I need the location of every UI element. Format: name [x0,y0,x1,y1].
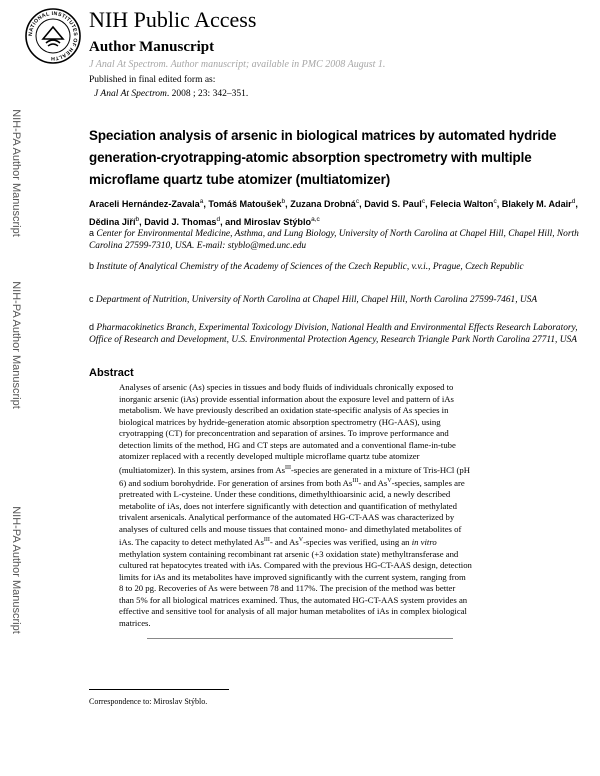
journal-availability-line: J Anal At Spectrom. Author manuscript; available in PMC 2008 August 1. [89,59,386,70]
author: Blakely M. Adair$^d$, [501,198,578,210]
author: Miroslav Stýblo$^{a,c}$ [243,216,320,228]
correspondence-footnote: Correspondence to: Miroslav Stýblo. [89,697,208,706]
affiliation-d: d Pharmacokinetics Branch, Experimental Toxicology Division, National Health and Environmental Effects Research Laboratory, Office of Research and Development, U.S. Environmental Protection Agency, Research Triangle Park North Carolina 27711, USA [89,322,578,345]
abstract-heading: Abstract [89,367,134,379]
affiliation-a: a Center for Environmental Medicine, Asthma, and Lung Biology, University of North Carolina at Chapel Hill, Chapel Hill, North Carolina 27599-7310, USA. E-mail: styblo@med.unc.edu [89,228,579,251]
citation-journal: J Anal At Spectrom [94,89,167,99]
side-label-2: NIH-PA Author Manuscript [10,280,23,409]
author: Felecia Walton$^c$, [430,198,502,210]
author: Dědina Jiří$^b$, [89,216,145,228]
author-manuscript-subtitle: Author Manuscript [89,39,215,55]
author: Tomáš Matoušek$^b$, [208,198,291,210]
footnote-divider [89,689,229,690]
affiliation-b: b Institute of Analytical Chemistry of the Academy of Sciences of the Czech Republic, v.v.i., Prague, Czech Republic [89,261,524,272]
svg-text:NATIONAL INSTITUTES OF HEALTH [28,11,78,61]
affiliation-c: c Department of Nutrition, University of North Carolina at Chapel Hill, Chapel Hill, North Carolina 27599-7461, USA [89,294,538,305]
author: Araceli Hernández-Zavala$^a$, [89,198,209,210]
nih-public-access-title: NIH Public Access [89,7,257,32]
author: David S. Paul$^c$, [364,198,431,210]
side-label-1: NIH-PA Author Manuscript [10,108,23,237]
citation [94,88,248,100]
logo-ring-text: NATIONAL INSTITUTES OF HEALTH [27,10,79,62]
author-list [89,194,589,230]
abstract-divider [147,638,453,639]
abstract-body: Analyses of arsenic (As) species in tissues and body fluids of individuals chronically exposed to inorganic arsenic (iAs) provide essential information about the exposure level and pattern of iAs metabolism. We have previously described an oxidation state-specific analysis of As species in biological matrices by hydride-generation atomic absorption spectrometry (HG-AAS), using cryotrapping (CT) for preconcentration and separation of arsines. To improve performance and detection limits of the method, HG and CT steps are automated and a conventional flame-in-tube atomizer replaced with a recently developed multiple microflame quartz tube atomizer (multiatomizer). In this system, arsines from $As^{III}$-species are generated in a mixture of Tris-HCl (pH 6) and sodium borohydride. For generation of arsines from both $As^{III}-$ and $As^V$-species, samples are pretreated with L-cysteine. Under these conditions, dimethylthioarsinic acid, a newly described metabolite of iAs, does not interfere significantly with detection and quantification of methylated trivalent arsenicals. Analytical performance of the automated HG-CT-AAS was characterized by analyses of cultured cells and mouse tissues that contained mono- and dimethylated metabolites of iAs. The capacity to detect methylated $As^{III}-$ and $As^V$-species was verified, using an in vitro methylation system containing recombinant rat arsenic (+3 oxidation state) methyltransferase and cultured rat hepatocytes treated with iAs. Compared with the previous HG-CT-AAS design, detection limits for iAs and its metabolites have improved significantly with the current system, ranging from 8 to 20 pg. Recoveries of As were between 78 and 117%. The precision of the method was better than 5% for all biological matrices examined. Thus, the automated HG-CT-AAS system provides an effective and sensitive tool for analysis of all major human metabolites of iAs in complex biological matrices. [119,382,472,628]
published-in-label: Published in final edited form as: [89,75,216,85]
nih-logo [24,7,82,65]
article-title: Speciation analysis of arsenic in biological matrices by automated hydride generation-cryotrapping-atomic absorption spectrometry with multiple microflame quartz tube atomizer (multiatomizer) [89,128,557,187]
citation-details: . 2008 ; 23: 342–351. [166,89,249,99]
author: Zuzana Drobná$^c$, [290,198,365,210]
author: David J. Thomas$^d$, and [144,216,244,228]
side-label-3: NIH-PA Author Manuscript [10,505,23,634]
